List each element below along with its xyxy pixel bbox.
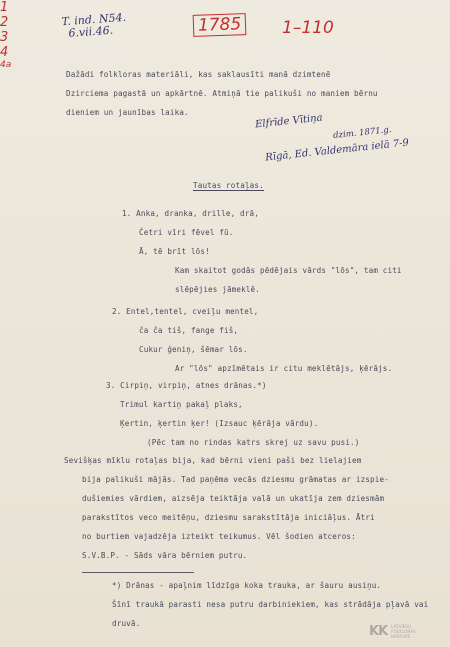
item-2-red-number: 2: [0, 15, 9, 30]
item-3-note: (Pēc tam no rindas katrs skrej uz savu pusi.): [147, 438, 360, 447]
archive-note-line1: T. ind. N54.: [61, 10, 127, 29]
para-4-line-1: Sevišķas mīklu rotaļas bija, kad bērni vieni paši bez lielajiem: [64, 456, 362, 465]
para-4-line-4: parakstītos veco meitēņu, dziesmu sarakstītāja iniciāļus. Ātri: [82, 513, 375, 522]
archive-logo-text-3: KRĀTUVE: [391, 633, 411, 639]
page-range: 1–110: [282, 18, 334, 38]
footnote-line-1: *) Drānas - apaļnim līdzīga koka trauka, ar šauru ausiņu.: [112, 581, 382, 590]
handwritten-birth-note: dzim. 1871.g.: [332, 124, 392, 142]
section-title: Tautas rotaļas.: [193, 181, 264, 190]
archive-note-line2: 6.vii.46.: [67, 23, 114, 40]
footnote-line-2: Šīnī traukā parasti nesa putru darbiniekiem, kas strādāja pļavā vai: [112, 600, 429, 609]
item-2-line-3: Cukur ģeniņ, šēmar lōs.: [139, 345, 248, 354]
handwritten-signature: Elfrīde Vītiņa: [254, 112, 324, 131]
item-1-line-1: 1. Anka, dranka, drille, drā,: [122, 209, 259, 218]
footnote-red-mark: 4a: [0, 60, 12, 70]
item-1-note-1: Kam skaitot godās pēdējais vārds "lōs", tam citi: [175, 266, 402, 275]
intro-line-2: Dzirciema pagastā un apkārtnē. Atmiņā tie palikuši no maniem bērnu: [66, 89, 378, 98]
archive-logo: [369, 620, 447, 642]
archive-logo-text: [391, 624, 416, 639]
para-4-line-6: S.V.B.P. - Sāds vāra bērniem putru.: [82, 551, 248, 560]
handwritten-address: Rīgā, Ed. Valdemāra ielā 7-9: [264, 137, 410, 164]
intro-line-1: Dažādi folkloras materiāli, kas saklausīti manā dzimtenē: [66, 70, 331, 79]
catalog-number: 1785: [193, 13, 247, 37]
footnote-separator: [82, 572, 194, 573]
item-3-line-2: Trimul kartiņ pakaļ plaks,: [120, 400, 243, 409]
archive-logo-text-2: FOLKLORAS: [391, 628, 416, 634]
item-3-line-1: 3. Cirpiņ, virpiņ, atnes drānas.*): [106, 381, 267, 390]
item-2-line-1: 2. Entel,tentel, cveiļu mentel,: [112, 307, 259, 316]
item-1-line-2: Četri vīri fēvel fū.: [139, 228, 234, 237]
item-3-red-number: 3: [0, 30, 9, 45]
item-2-note: Ar "lōs" apzīmētais ir citu meklētājs, ķērājs.: [175, 364, 393, 373]
archive-logo-mark: KK: [369, 623, 388, 639]
archive-logo-text-1: LATVIEŠU: [391, 623, 412, 629]
item-2-line-2: ča ča tiš, fange fiš,: [139, 326, 239, 335]
item-1-red-number: 1: [0, 0, 9, 15]
intro-line-3: dieniem un jaunības laika.: [66, 108, 189, 117]
archive-note: [61, 12, 127, 40]
para-4-line-3: dušiemies vārdiem, aizsēja teiktāja valā un ukatīja zem dziesmām: [82, 494, 385, 503]
item-1-line-3: Ā, tē brīt lōs!: [139, 247, 210, 256]
item-1-note-2: slēpējies jāmeklē.: [175, 285, 260, 294]
para-4-line-2: bija palikuši mājās. Tad paņēma vecās dziesmu grāmatas ar izspie-: [82, 475, 389, 484]
footnote-line-3: druvā.: [112, 619, 141, 628]
para-4-line-5: no burtiem vajadzēja izteikt teikumus. Vēl šodien atceros:: [82, 532, 356, 541]
item-4-red-number: 4: [0, 45, 9, 60]
item-3-line-3: Ķertin, ķertin ķer! (Izsauc ķērāja vārdu).: [120, 419, 319, 428]
